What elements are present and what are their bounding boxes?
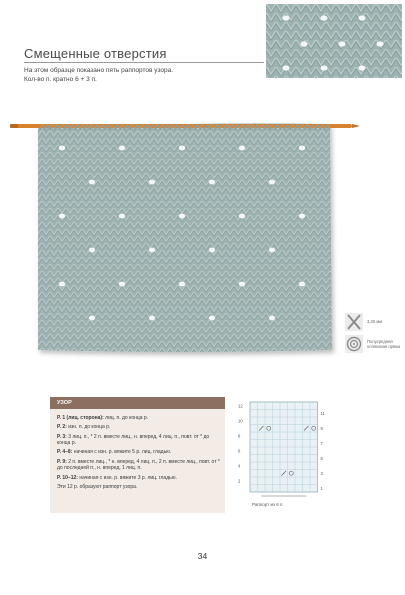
- chart-row-number: 3: [320, 471, 323, 477]
- knitting-chart: [236, 396, 328, 504]
- yarn-label-line: хлопковая пряжа: [367, 344, 401, 349]
- intro-line: На этом образце показано пять раппортов узора.: [24, 67, 174, 74]
- swatch-illustration: [10, 110, 360, 360]
- pattern-rows: [57, 415, 222, 493]
- pattern-row: [57, 434, 222, 447]
- pattern-row-text: лиц. п. до конца р.: [103, 415, 149, 421]
- title-divider: [24, 62, 264, 63]
- yarn-label: [367, 339, 405, 349]
- chart-row-number: 4: [238, 463, 241, 469]
- pattern-row-text: изн. п. до конца р.: [66, 424, 111, 431]
- pattern-row-label: Р. 3:: [57, 433, 67, 440]
- pattern-row-label: Р. 1 (лиц. сторона):: [57, 415, 104, 421]
- pattern-row: [57, 484, 222, 491]
- pattern-instructions-box: [50, 397, 225, 513]
- page-title: Смещенные отверстия: [24, 46, 167, 61]
- chart-grid: [236, 396, 328, 504]
- pattern-row: [57, 424, 222, 431]
- closeup-photo: [266, 4, 402, 78]
- chart-row-number: 2: [238, 478, 241, 484]
- pattern-row-text: начиная с изн. р. вяжите 5 р. лиц. гладью.: [72, 449, 172, 456]
- yarn-label-line: Полусредняя: [367, 338, 393, 344]
- chart-row-number: 7: [320, 441, 323, 447]
- pattern-row-label: Р. 9:: [57, 458, 67, 465]
- pattern-header-label: УЗОР: [57, 400, 72, 406]
- page-number: 34: [197, 551, 208, 561]
- yarn-ball-icon: [344, 334, 364, 354]
- needles-icon: [344, 312, 364, 332]
- pattern-row: [57, 449, 222, 456]
- pattern-row: [57, 475, 222, 482]
- chart-caption: Раппорт из 6 п.: [252, 502, 284, 507]
- pattern-header: [50, 397, 225, 409]
- intro-line: Кол-во п. кратно 6 + 3 п.: [24, 76, 97, 83]
- pattern-row-text: 3 лиц. п., * 2 п. вместе лиц., н. вперед, 4 лиц. п., повт. от * до конца р.: [57, 433, 210, 447]
- yarn-legend: [344, 334, 405, 354]
- chart-row-number: 9: [320, 426, 323, 432]
- chart-row-number: 10: [238, 418, 243, 424]
- chart-row-number: 11: [320, 411, 325, 417]
- pattern-row-text: Эти 12 р. образуют раппорт узора.: [57, 483, 138, 490]
- closeup-knit-texture: [266, 4, 402, 78]
- needle-size-legend: [344, 312, 405, 332]
- pattern-row-label: Р. 10–12:: [57, 474, 78, 481]
- intro-text: [24, 66, 173, 84]
- needle-size-label: 3,25 мм: [367, 319, 383, 325]
- chart-row-number: 6: [238, 448, 241, 454]
- chart-row-number: 8: [238, 433, 241, 439]
- chart-row-number: 1: [320, 486, 323, 492]
- pattern-row-label: Р. 4–8:: [57, 449, 73, 456]
- chart-row-number: 12: [238, 403, 243, 409]
- pattern-row-text: 2 п. вместе лиц., * н. вперед, 4 лиц. п., 2 п. вместе лиц., повт. от * до последней п., н. вперед, 1 лиц. п.: [57, 458, 220, 472]
- pattern-row-label: Р. 2:: [57, 424, 67, 431]
- pattern-row: [57, 459, 222, 472]
- knit-swatch-photo: [10, 110, 360, 360]
- pattern-row: [57, 415, 222, 422]
- chart-row-number: 5: [320, 456, 323, 462]
- pattern-row-text: начиная с изн. р. вяжите 3 р. лиц. гладью.: [77, 474, 177, 481]
